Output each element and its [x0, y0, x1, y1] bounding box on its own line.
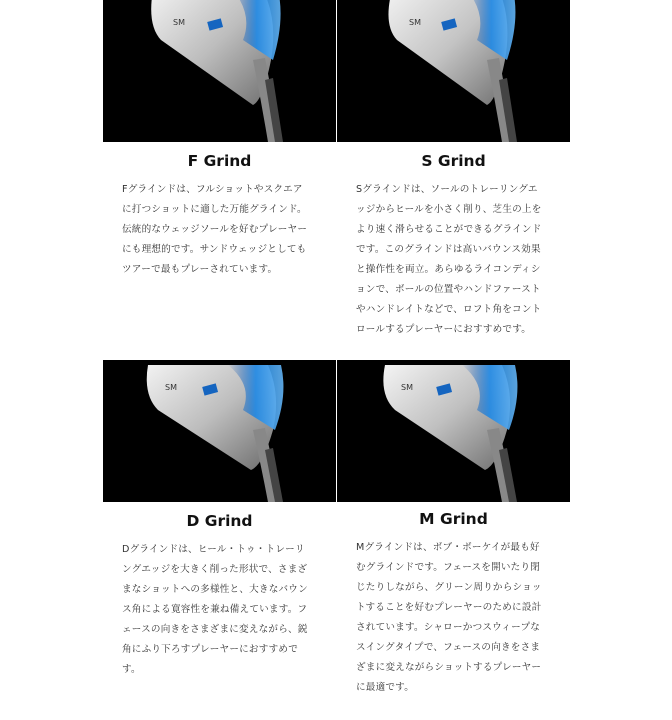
grind-title: F Grind — [187, 152, 252, 170]
grind-description: Mグラインドは、ボブ・ボーケイが最も好むグラインドです。フェースを開いたり閉じたりしながら、グリーン周りからショットすることを好むプレーヤーのために設計されています。シャローかつスウィープなスイングタイプで、フェースの向きをさまざまに変えながらショットするプレーヤーに最適です。 — [356, 542, 542, 693]
grind-title: S Grind — [421, 152, 486, 170]
club-stamp: SM — [401, 383, 413, 392]
wedge-d-grind-image — [103, 360, 336, 502]
grind-description: Sグラインドは、ソールのトレーリングエッジからヒールを小さく削り、芝生の上をより速く滑らせることができるグラインドです。このグラインドは高いバウンス効果と操作性を両立。あらゆるライコンディションで、ボールの位置やハンドファーストやハンドレイトなどで、ロフト角をコントロールするプレーヤーにおすすめです。 — [356, 184, 542, 335]
club-stamp: SM — [173, 18, 185, 27]
grind-description: Fグラインドは、フルショットやスクエアに打つショットに適した万能グラインド。伝統的なウェッジソールを好むプレーヤーにも理想的です。サンドウェッジとしてもツアーで最もプレーされています。 — [122, 184, 308, 275]
wedge-m-grind-image — [337, 360, 570, 502]
grind-title: M Grind — [419, 510, 488, 528]
wedge-s-grind-image — [337, 0, 570, 142]
grind-title: D Grind — [186, 512, 253, 530]
club-stamp: SM — [165, 383, 177, 392]
grind-description: Dグラインドは、ヒール・トゥ・トレーリングエッジを大きく削った形状で、さまざまなショットへの多様性と、大きなバウンス角による寛容性を兼ね備えています。フェースの向きをさまざまに変えながら、鋭角にふり下ろすプレーヤーにおすすめです。 — [122, 544, 308, 675]
wedge-f-grind-image — [103, 0, 336, 142]
club-stamp: SM — [409, 18, 421, 27]
